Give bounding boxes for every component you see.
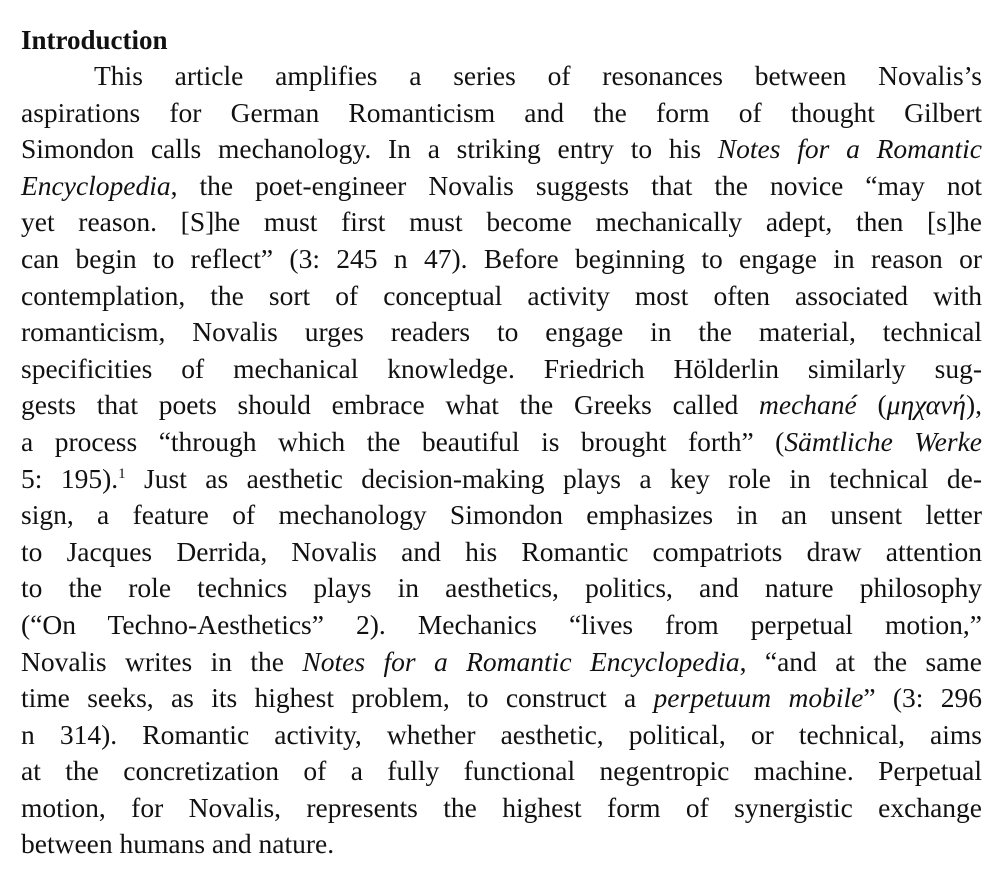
italic-text: Sämtliche Werke bbox=[784, 425, 982, 457]
text-line bbox=[21, 204, 982, 241]
text-run: ” (3: 296 bbox=[863, 682, 982, 714]
text-run: ), bbox=[965, 389, 982, 421]
text-run: (“On Techno-Aesthetics” 2). Mechanics “lives from perpetual motion,” bbox=[21, 608, 982, 640]
text-run: aspirations for German Romanticism and the form of thought Gilbert bbox=[21, 96, 982, 128]
text-run: yet reason. [S]he must first must become mechanically adept, then [s]he bbox=[21, 206, 982, 238]
text-run: Novalis writes in the bbox=[21, 645, 303, 677]
footnote-marker: 1 bbox=[118, 465, 126, 482]
text-line bbox=[21, 387, 982, 424]
text-line bbox=[21, 790, 982, 827]
text-line bbox=[21, 461, 982, 498]
text-line bbox=[21, 826, 982, 863]
text-line bbox=[21, 680, 982, 717]
text-line bbox=[21, 497, 982, 534]
text-run: to the role technics plays in aesthetics, politics, and nature philosophy bbox=[21, 572, 982, 604]
text-line bbox=[21, 534, 982, 571]
text-run: between humans and nature. bbox=[21, 828, 335, 860]
text-run: , “and at the same bbox=[739, 645, 983, 677]
text-run: Simondon calls mechanology. In a striking entry to his bbox=[21, 133, 718, 165]
text-run: specificities of mechanical knowledge. Friedrich Hölderlin similarly sug- bbox=[21, 352, 982, 384]
italic-text: perpetuum mobile bbox=[653, 682, 864, 714]
text-run: sign, a feature of mechanology Simondon emphasizes in an unsent letter bbox=[21, 499, 982, 531]
text-line bbox=[21, 314, 982, 351]
text-run: can begin to reflect” (3: 245 n 47). Before beginning to engage in reason or bbox=[21, 242, 982, 274]
text-line bbox=[21, 241, 982, 278]
text-run: ( bbox=[856, 389, 887, 421]
italic-text: Notes for a Romantic bbox=[717, 133, 982, 165]
text-run: motion, for Novalis, represents the highest form of synergistic exchange bbox=[21, 791, 982, 823]
text-run: Just as aesthetic decision-making plays a key role in technical de- bbox=[125, 462, 982, 494]
text-line bbox=[21, 607, 982, 644]
text-line bbox=[21, 717, 982, 754]
text-run: time seeks, as its highest problem, to construct a bbox=[21, 682, 654, 714]
text-line bbox=[21, 424, 982, 461]
text-line bbox=[21, 753, 982, 790]
text-run: gests that poets should embrace what the Greeks called bbox=[21, 389, 760, 421]
text-run: , the poet-engineer Novalis suggests that the novice “may not bbox=[170, 169, 982, 201]
text-line bbox=[21, 131, 982, 168]
text-run: romanticism, Novalis urges readers to engage in the material, technical bbox=[21, 316, 982, 348]
text-line bbox=[21, 351, 982, 388]
italic-text: Encyclopedia bbox=[21, 169, 171, 201]
text-line bbox=[21, 95, 982, 132]
body-paragraph bbox=[21, 58, 982, 863]
text-run: This article amplifies a series of resonances between Novalis’s bbox=[94, 60, 982, 91]
text-run: to Jacques Derrida, Novalis and his Romantic compatriots draw attention bbox=[21, 535, 982, 567]
text-run: at the concretization of a fully functional negentropic machine. Perpetual bbox=[21, 755, 982, 787]
text-run: a process “through which the beautiful is brought forth” ( bbox=[21, 425, 785, 457]
text-line bbox=[21, 58, 982, 95]
text-run: contemplation, the sort of conceptual activity most often associated with bbox=[21, 279, 982, 311]
text-line bbox=[21, 278, 982, 315]
section-heading: Introduction bbox=[21, 25, 168, 55]
text-run: n 314). Romantic activity, whether aesthetic, political, or technical, aims bbox=[21, 718, 982, 750]
italic-text: μηχανή bbox=[886, 389, 966, 421]
text-line bbox=[21, 570, 982, 607]
text-line bbox=[21, 168, 982, 205]
text-run: 5: 195). bbox=[21, 462, 119, 494]
text-line bbox=[21, 644, 982, 681]
italic-text: mechané bbox=[759, 389, 857, 421]
italic-text: Notes for a Romantic Encyclopedia bbox=[302, 645, 740, 677]
